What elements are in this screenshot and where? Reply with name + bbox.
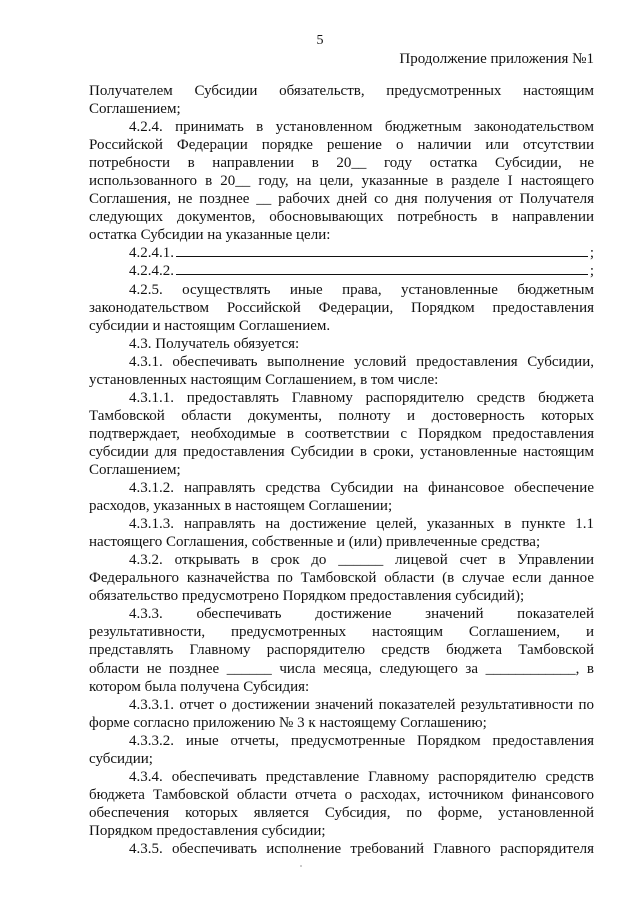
text-line: 4.2.4. принимать в установленном бюджетным законодательством <box>129 119 594 136</box>
text-line: Российской Федерации порядке решение о наличии или отсутствии <box>89 137 594 154</box>
page-header: Продолжение приложения №1 <box>399 51 594 67</box>
text-line: 4.3.1.3. направлять на достижение целей, указанных в пункте 1.1 <box>129 516 594 533</box>
text-line: Тамбовской области документы, полноту и достоверность которых <box>89 407 594 424</box>
paragraph-4-2-5 <box>89 281 594 335</box>
item-end: ; <box>589 263 594 280</box>
text-line: Соглашением; <box>89 101 181 118</box>
paragraph-4-3-1-2 <box>89 479 594 515</box>
text-line: настоящего Соглашения, собственные и (или) привлеченные средства; <box>89 534 541 551</box>
text-line: Соглашением; <box>89 461 181 478</box>
text-line: потребности в направлении в 20__ году остатка Субсидии, не <box>89 155 594 172</box>
blank-field <box>176 244 588 257</box>
text-line: котором была получена Субсидия: <box>89 678 310 695</box>
text-line: субсидии для предоставления Субсидии в сроки, установленные настоящим <box>89 443 594 460</box>
text-line: 4.3.3.1. отчет о достижении значений показателей результативности по <box>129 696 594 713</box>
paragraph-4-3-3-2 <box>89 732 594 768</box>
text-line: представлять Главному распорядителю средств бюджета Тамбовской <box>89 642 594 659</box>
text-line: законодательством Российской Федерации, Порядком предоставления <box>89 299 594 316</box>
text-line: субсидии; <box>89 750 153 767</box>
text-line: остатка Субсидии на указанные цели: <box>89 227 331 244</box>
text-line: области не позднее ______ числа месяца, следующего за ____________, в <box>89 660 594 677</box>
text-line: 4.3.1.1. предоставлять Главному распорядителю средств бюджета <box>129 389 594 406</box>
text-line: 4.2.5. осуществлять иные права, установленные бюджетным <box>129 281 594 298</box>
item-label: 4.2.4.1. <box>129 245 174 262</box>
paragraph-4-2-4 <box>89 118 594 244</box>
text-line: 4.3.2. открывать в срок до ______ лицевой счет в Управлении <box>129 552 594 569</box>
text-line: 4.3.3.2. иные отчеты, предусмотренные Порядком предоставления <box>129 732 594 749</box>
paragraph-4-3-1 <box>89 353 594 389</box>
scan-speck <box>300 865 302 867</box>
text-line: Получателем Субсидии обязательств, предусмотренных настоящим <box>89 83 594 99</box>
item-label: 4.2.4.2. <box>129 263 174 280</box>
paragraph-4-3-4 <box>89 768 594 840</box>
text-line: субсидии и настоящим Соглашением. <box>89 317 331 334</box>
paragraph <box>89 82 594 118</box>
text-line: обеспечения которых является Субсидия, по форме, установленной <box>89 804 594 821</box>
paragraph-4-3-1-1 <box>89 389 594 479</box>
fill-line-4-2-4-1 <box>89 244 594 262</box>
paragraph-4-3 <box>89 335 594 353</box>
paragraph-4-3-3 <box>89 605 594 695</box>
text-line: 4.3.5. обеспечивать исполнение требований Главного распорядителя <box>129 840 594 857</box>
paragraph-4-3-5 <box>89 840 594 858</box>
text-line: результативности, предусмотренных настоящим Соглашением, и <box>89 624 594 641</box>
text-line: Федерального казначейства по Тамбовской области (в случае если данное <box>89 570 594 587</box>
text-line: бюджета Тамбовской области отчета о расходах, источником финансового <box>89 786 594 803</box>
text-line: подтверждает, необходимые в соответствии с Порядком предоставления <box>89 425 594 442</box>
paragraph-4-3-2 <box>89 551 594 605</box>
text-line: следующих документов, обосновывающих потребность в направлении <box>89 209 594 226</box>
text-line: расходов, указанных в настоящем Соглашении; <box>89 498 393 515</box>
text-line: 4.3. Получатель обязуется: <box>129 335 300 352</box>
text-line: 4.3.1.2. направлять средства Субсидии на финансовое обеспечение <box>129 480 594 497</box>
text-line: 4.3.3. обеспечивать достижение значений показателей <box>129 606 594 623</box>
paragraph-4-3-3-1 <box>89 696 594 732</box>
text-line: форме согласно приложению № 3 к настоящему Соглашению; <box>89 714 487 731</box>
fill-line-4-2-4-2 <box>89 262 594 280</box>
item-end: ; <box>589 245 594 262</box>
page-number: 5 <box>316 33 324 48</box>
paragraph-4-3-1-3 <box>89 515 594 551</box>
text-line: обязательство предусмотрено Порядком предоставления субсидий); <box>89 588 525 605</box>
text-line: 4.3.4. обеспечивать представление Главному распорядителю средств <box>129 768 594 785</box>
text-line: 4.3.1. обеспечивать выполнение условий предоставления Субсидии, <box>129 353 594 370</box>
text-line: использованного в 20__ году, на цели, указанные в разделе I настоящего <box>89 173 594 190</box>
document-body <box>89 82 594 858</box>
text-line: Порядком предоставления субсидии; <box>89 822 326 839</box>
text-line: Соглашения, не позднее __ рабочих дней со дня получения от Получателя <box>89 191 594 208</box>
text-line: установленных настоящим Соглашением, в том числе: <box>89 371 439 388</box>
blank-field <box>176 262 588 275</box>
